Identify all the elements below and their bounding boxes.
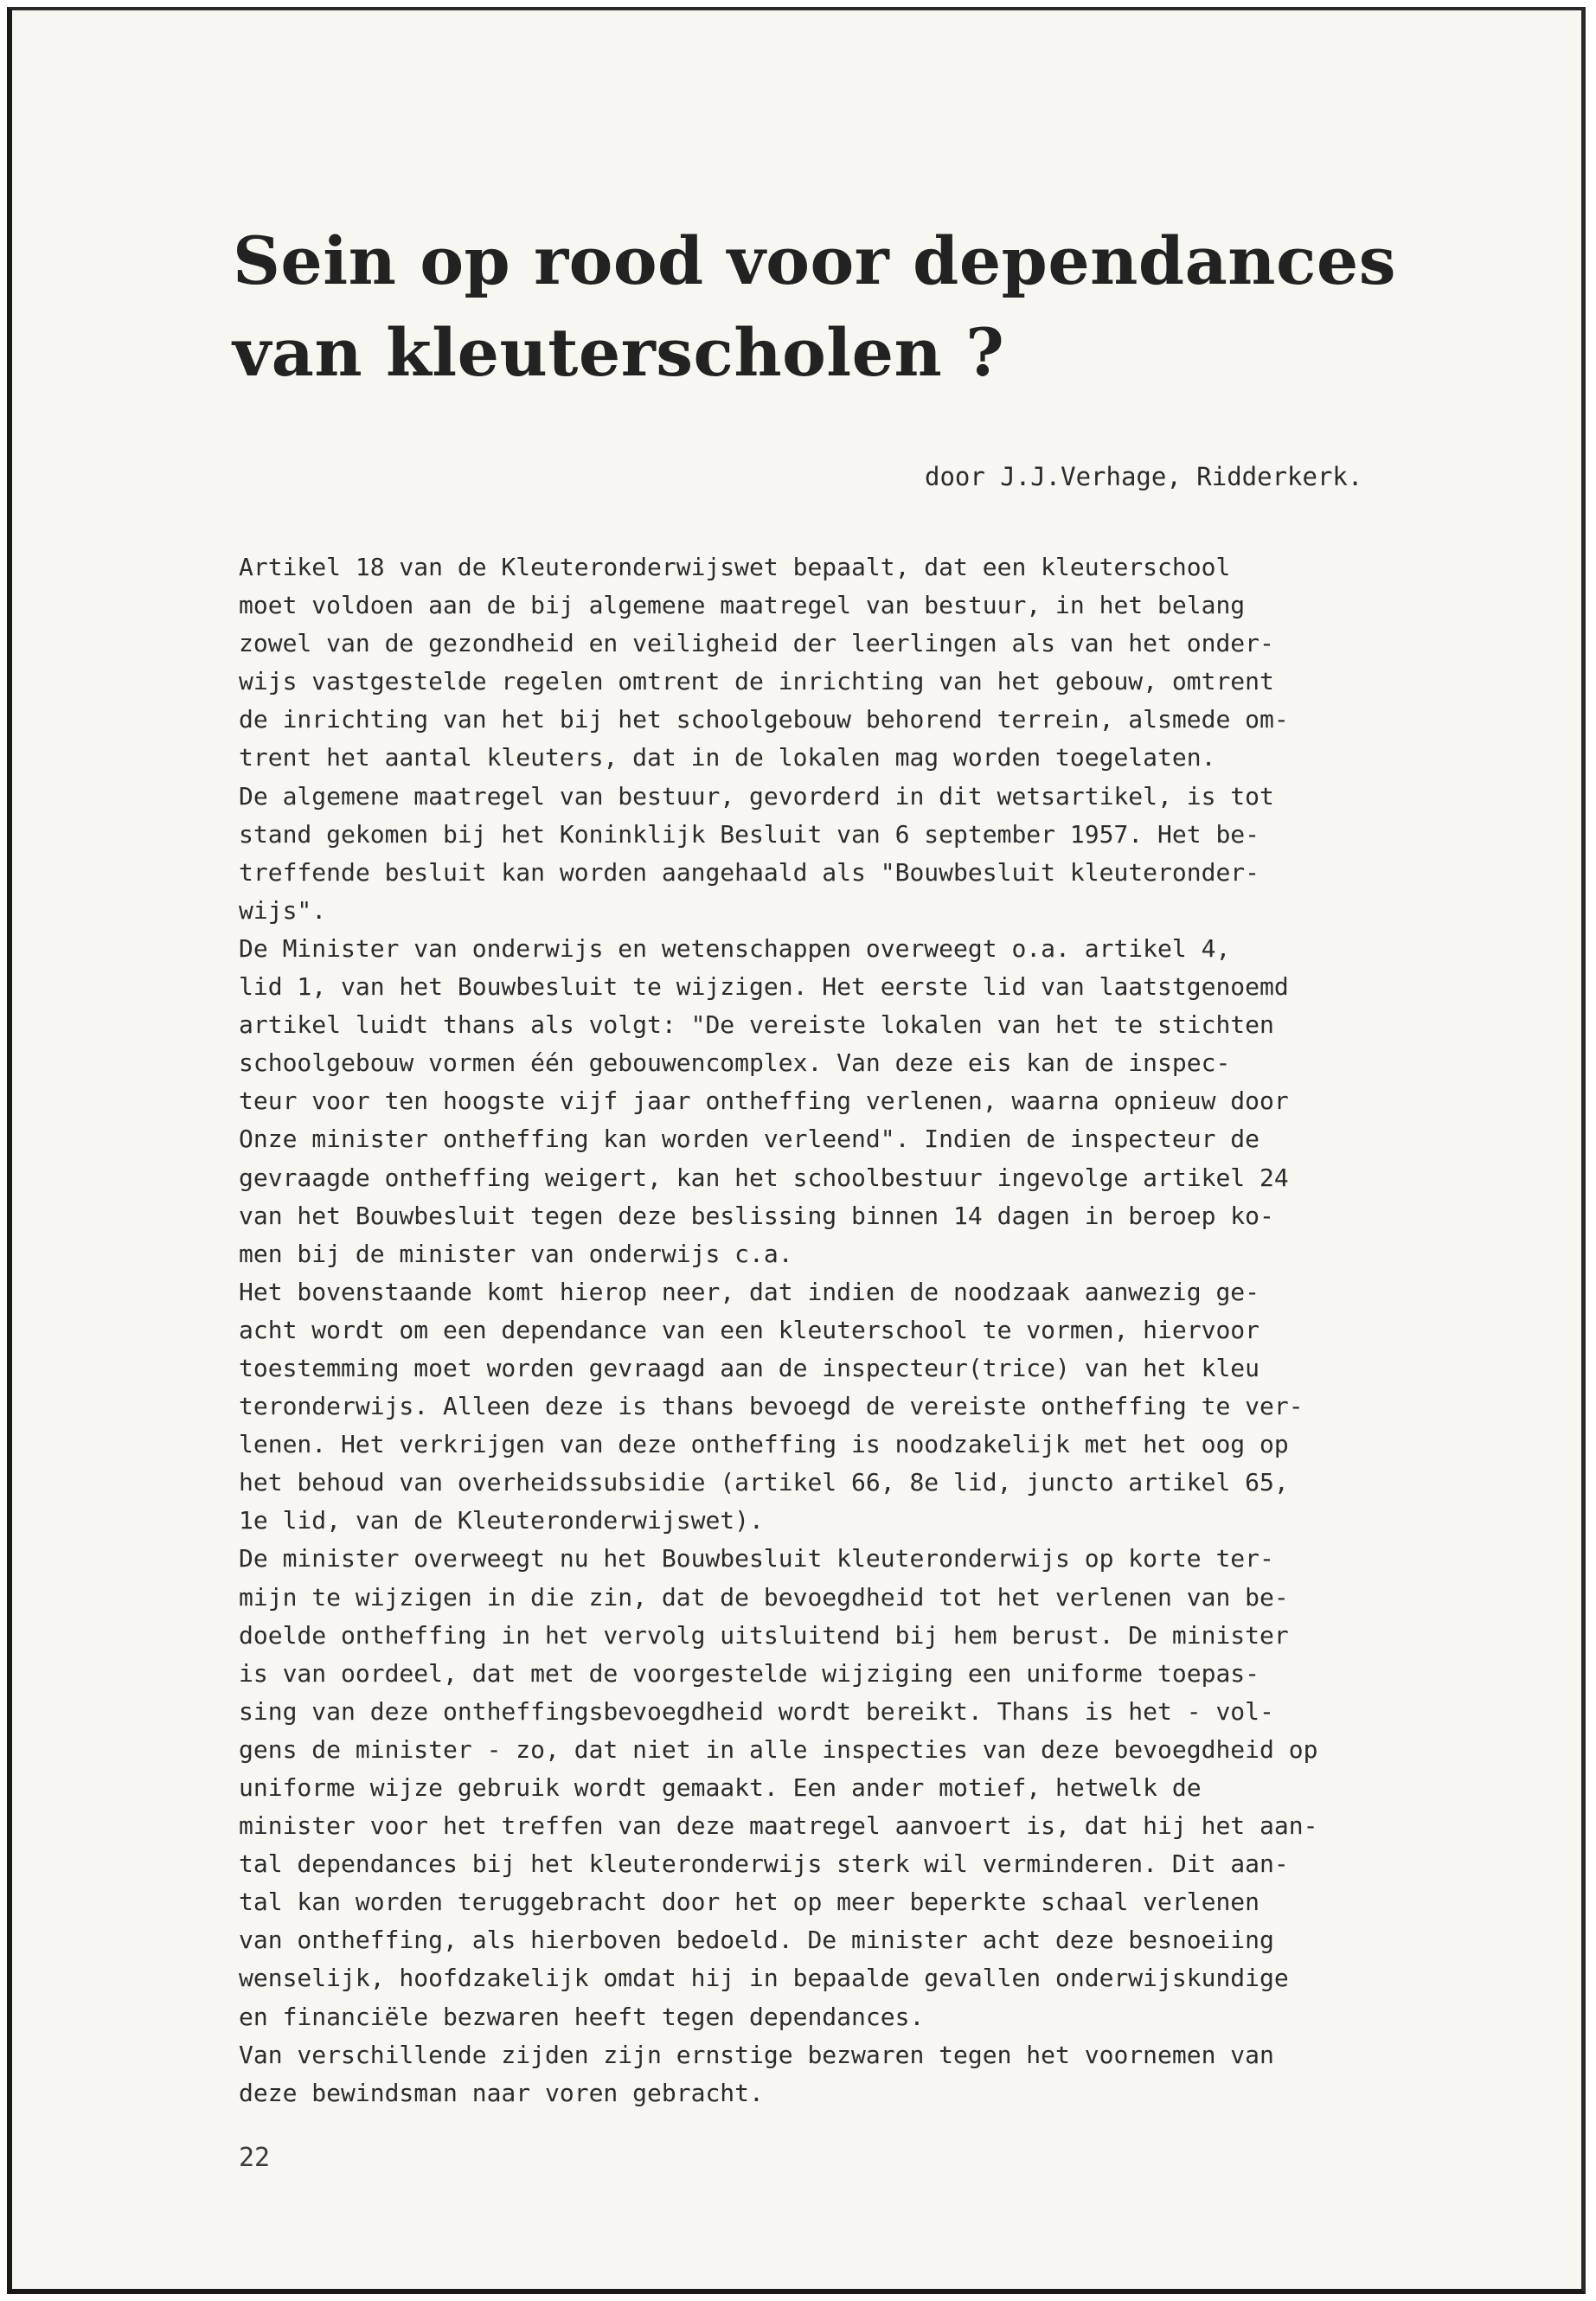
body-line: deze bewindsman naar voren gebracht. [239,2078,764,2107]
body-line: de inrichting van het bij het schoolgebouw behorend terrein, alsmede om- [239,705,1289,734]
body-line: men bij de minister van onderwijs c.a. [239,1239,793,1268]
body-line: wijs". [239,895,327,925]
body-line: van ontheffing, als hierboven bedoeld. De minister acht deze besnoeiing [239,1926,1274,1955]
body-line: tal kan worden teruggebracht door het op meer beperkte schaal verlenen [239,1888,1260,1917]
body-line: Artikel 18 van de Kleuteronderwijswet bepaalt, dat een kleuterschool [239,553,1231,581]
body-line: minister voor het treffen van deze maatregel aanvoert is, dat hij het aan- [239,1811,1318,1841]
body-line: Van verschillende zijden zijn ernstige bezwaren tegen het voornemen van [239,2040,1274,2069]
body-line: acht wordt om een dependance van een kleuterschool te vormen, hiervoor [239,1315,1260,1344]
article-body [239,548,1484,2112]
page-number: 22 [239,2143,271,2173]
body-line: gevraagde ontheffing weigert, kan het schoolbestuur ingevolge artikel 24 [239,1163,1289,1192]
body-line: tal dependances bij het kleuteronderwijs sterk wil verminderen. Dit aan- [239,1849,1289,1879]
body-line: artikel luidt thans als volgt: "De vereiste lokalen van het te stichten [239,1010,1274,1040]
body-line: mijn te wijzigen in die zin, dat de bevoegdheid tot het verlenen van be- [239,1582,1289,1612]
body-line: De algemene maatregel van bestuur, gevorderd in dit wetsartikel, is tot [239,781,1274,811]
title-line: Sein op rood voor dependances [233,222,1396,299]
body-line: Onze minister ontheffing kan worden verleend". Indien de inspecteur de [239,1125,1260,1154]
body-line: De Minister van onderwijs en wetenschappen overweegt o.a. artikel 4, [239,933,1231,963]
body-line: lenen. Het verkrijgen van deze ontheffing is noodzakelijk met het oog op [239,1430,1289,1459]
document-page [7,7,1586,2294]
body-line: het behoud van overheidssubsidie (artikel 66, 8e lid, juncto artikel 65, [239,1468,1289,1497]
body-line: uniforme wijze gebruik wordt gemaakt. Een ander motief, hetwelk de [239,1773,1202,1802]
body-line: teronderwijs. Alleen deze is thans bevoegd de vereiste ontheffing te ver- [239,1392,1304,1421]
body-line: De minister overweegt nu het Bouwbesluit kleuteronderwijs op korte ter- [239,1544,1274,1574]
body-line: teur voor ten hoogste vijf jaar ontheffing verlenen, waarna opnieuw door [239,1086,1289,1116]
body-line: wijs vastgestelde regelen omtrent de inrichting van het gebouw, omtrent [239,667,1274,696]
body-line: doelde ontheffing in het vervolg uitsluitend bij hem berust. De minister [239,1620,1289,1650]
author-byline: door J.J.Verhage, Ridderkerk. [925,462,1363,491]
body-line: sing van deze ontheffingsbevoegdheid wordt bereikt. Thans is het - vol- [239,1696,1274,1726]
body-line: zowel van de gezondheid en veiligheid der leerlingen als van het onder- [239,629,1274,658]
body-line: Het bovenstaande komt hierop neer, dat indien de noodzaak aanwezig ge- [239,1277,1260,1306]
body-line: en financiële bezwaren heeft tegen dependances. [239,2002,925,2031]
body-line: moet voldoen aan de bij algemene maatregel van bestuur, in het belang [239,591,1246,620]
body-line: wenselijk, hoofdzakelijk omdat hij in bepaalde gevallen onderwijskundige [239,1964,1289,1993]
body-line: is van oordeel, dat met de voorgestelde wijziging een uniforme toepas- [239,1658,1260,1688]
title-line: van kleuterscholen ? [233,314,1005,391]
body-line: trent het aantal kleuters, dat in de lokalen mag worden toegelaten. [239,743,1216,772]
body-line: gens de minister - zo, dat niet in alle inspecties van deze bevoegdheid op [239,1734,1318,1764]
body-line: toestemming moet worden gevraagd aan de inspecteur(trice) van het kleu [239,1353,1260,1382]
body-line: stand gekomen bij het Koninklijk Besluit van 6 september 1957. Het be- [239,819,1260,849]
article-title [233,215,1444,399]
body-line: lid 1, van het Bouwbesluit te wijzigen. Het eerste lid van laatstgenoemd [239,972,1289,1002]
body-line: treffende besluit kan worden aangehaald als "Bouwbesluit kleuteronder- [239,857,1260,887]
body-line: schoolgebouw vormen één gebouwencomplex. Van deze eis kan de inspec- [239,1048,1231,1078]
body-line: 1e lid, van de Kleuteronderwijswet). [239,1506,764,1535]
body-line: van het Bouwbesluit tegen deze beslissing binnen 14 dagen in beroep ko- [239,1201,1274,1230]
